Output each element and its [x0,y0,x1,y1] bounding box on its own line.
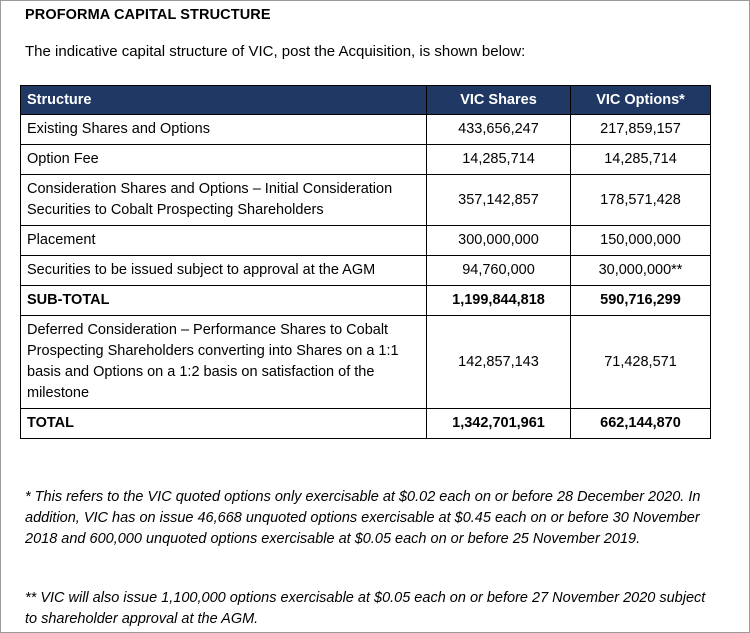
table-row [21,316,711,409]
row-label: Placement [21,226,427,256]
row-label: Securities to be issued subject to approval at the AGM [21,256,427,286]
row-shares: 357,142,857 [427,175,571,226]
row-label: Existing Shares and Options [21,115,427,145]
header-vic-shares: VIC Shares [427,86,571,115]
footnote-agm-options: ** VIC will also issue 1,100,000 options exercisable at $0.05 each on or before 27 November 2020 subject to shareholder approval at the AGM. [25,590,706,627]
table-header-row [21,86,711,115]
table-row [21,256,711,286]
table-row [21,145,711,175]
row-options: 71,428,571 [571,316,711,409]
row-options: 662,144,870 [571,409,711,439]
row-label: Deferred Consideration – Performance Shares to Cobalt Prospecting Shareholders converting into Shares on a 1:1 basis and Options on a 1:2 basis on satisfaction of the milestone [21,316,427,409]
intro-text: The indicative capital structure of VIC, post the Acquisition, is shown below: [25,43,526,60]
row-options: 14,285,714 [571,145,711,175]
row-options: 178,571,428 [571,175,711,226]
table-row [21,175,711,226]
capital-structure-table [20,85,711,439]
header-vic-options: VIC Options* [571,86,711,115]
row-options: 30,000,000** [571,256,711,286]
row-shares: 1,199,844,818 [427,286,571,316]
row-shares: 94,760,000 [427,256,571,286]
row-label: Option Fee [21,145,427,175]
section-title: PROFORMA CAPITAL STRUCTURE [25,7,271,23]
header-structure: Structure [21,86,427,115]
subtotal-row [21,286,711,316]
row-options: 150,000,000 [571,226,711,256]
row-label: TOTAL [21,409,427,439]
row-shares: 433,656,247 [427,115,571,145]
row-shares: 142,857,143 [427,316,571,409]
document-page [1,1,749,632]
table-row [21,115,711,145]
row-label: SUB-TOTAL [21,286,427,316]
row-label: Consideration Shares and Options – Initial Consideration Securities to Cobalt Prospecting Shareholders [21,175,427,226]
total-row [21,409,711,439]
row-shares: 300,000,000 [427,226,571,256]
table-row [21,226,711,256]
row-shares: 14,285,714 [427,145,571,175]
row-options: 217,859,157 [571,115,711,145]
row-options: 590,716,299 [571,286,711,316]
footnote-options: * This refers to the VIC quoted options only exercisable at $0.02 each on or before 28 December 2020. In addition, VIC has on issue 46,668 unquoted options exercisable at $0.45 each on or before 30 November 2018 and 600,000 unquoted options exercisable at $0.05 each on or before 25 November 2019. [25,489,701,547]
row-shares: 1,342,701,961 [427,409,571,439]
